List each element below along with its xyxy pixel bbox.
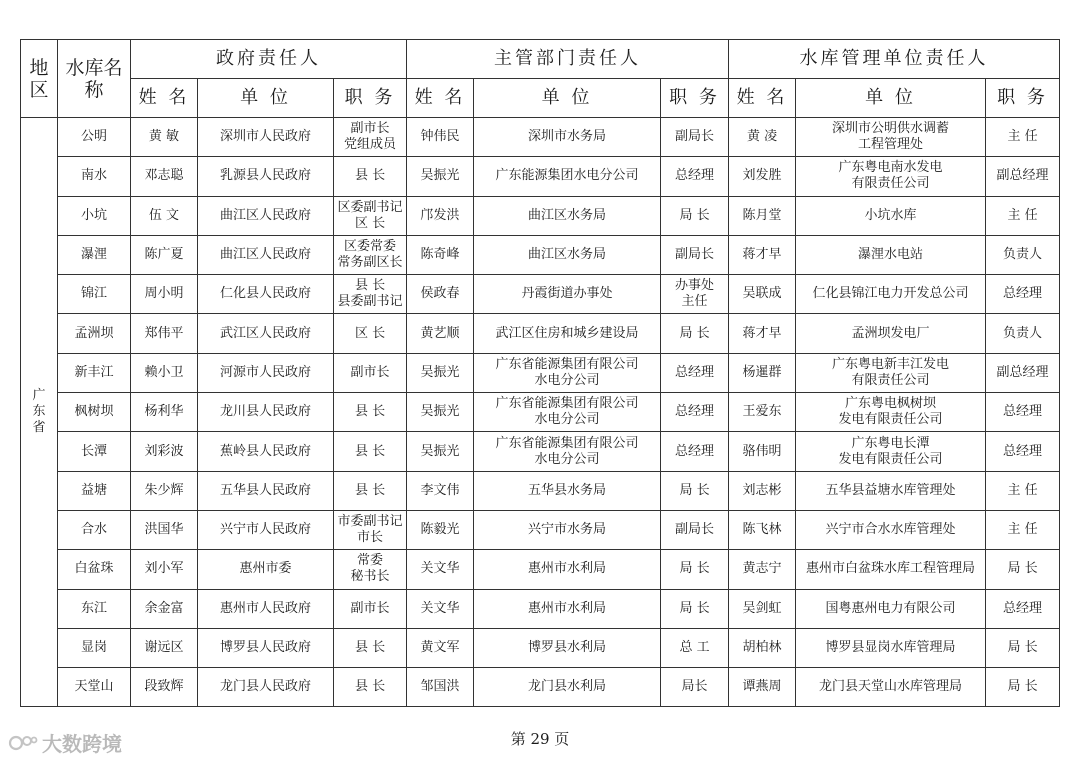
mgmt-title: 局 长 — [986, 550, 1060, 589]
table-row — [21, 471, 1060, 510]
mgmt-title: 负责人 — [986, 314, 1060, 353]
dept-title: 办事处 主任 — [661, 275, 729, 314]
mgmt-title: 总经理 — [986, 275, 1060, 314]
mgmt-title: 负责人 — [986, 235, 1060, 274]
dept-unit: 五华县水务局 — [474, 471, 661, 510]
mgmt-title: 主 任 — [986, 196, 1060, 235]
mgmt-unit: 仁化县锦江电力开发总公司 — [796, 275, 986, 314]
dept-unit: 广东省能源集团有限公司 水电分公司 — [474, 432, 661, 471]
mgmt-unit: 兴宁市合水水库管理处 — [796, 510, 986, 549]
reservoir-name: 东江 — [58, 589, 131, 628]
header-name: 姓 名 — [729, 79, 796, 118]
table-row — [21, 589, 1060, 628]
header-title: 职 务 — [661, 79, 729, 118]
table-row — [21, 157, 1060, 196]
gov-unit: 惠州市委 — [198, 550, 334, 589]
gov-title: 副市长 党组成员 — [334, 118, 407, 157]
dept-unit: 丹霞街道办事处 — [474, 275, 661, 314]
dept-title: 总 工 — [661, 628, 729, 667]
header-mgmt-group: 水库管理单位责任人 — [729, 40, 1060, 79]
dept-person-name: 黄艺顺 — [407, 314, 474, 353]
dept-person-name: 钟伟民 — [407, 118, 474, 157]
gov-title: 区委常委 常务副区长 — [334, 235, 407, 274]
dept-title: 局长 — [661, 668, 729, 707]
mgmt-person-name: 吴剑虹 — [729, 589, 796, 628]
mgmt-person-name: 蒋才早 — [729, 235, 796, 274]
dept-person-name: 吴振光 — [407, 353, 474, 392]
region-cell — [21, 118, 58, 707]
gov-title: 县 长 — [334, 628, 407, 667]
gov-person-name: 洪国华 — [131, 510, 198, 549]
dept-person-name: 吴振光 — [407, 432, 474, 471]
dept-person-name: 陈奇峰 — [407, 235, 474, 274]
header-gov-group: 政府责任人 — [131, 40, 407, 79]
dept-unit: 广东能源集团水电分公司 — [474, 157, 661, 196]
gov-unit: 武江区人民政府 — [198, 314, 334, 353]
gov-unit: 曲江区人民政府 — [198, 196, 334, 235]
gov-person-name: 刘彩波 — [131, 432, 198, 471]
gov-person-name: 杨利华 — [131, 393, 198, 432]
gov-person-name: 邓志聪 — [131, 157, 198, 196]
mgmt-title: 主 任 — [986, 510, 1060, 549]
gov-person-name: 黄 敏 — [131, 118, 198, 157]
gov-unit: 乳源县人民政府 — [198, 157, 334, 196]
header-region: 地区 — [21, 40, 58, 118]
gov-title: 县 长 — [334, 393, 407, 432]
table-row — [21, 196, 1060, 235]
mgmt-title: 副总经理 — [986, 157, 1060, 196]
dept-unit: 武江区住房和城乡建设局 — [474, 314, 661, 353]
mgmt-unit: 小坑水库 — [796, 196, 986, 235]
gov-unit: 龙门县人民政府 — [198, 668, 334, 707]
gov-person-name: 刘小军 — [131, 550, 198, 589]
mgmt-unit: 深圳市公明供水调蓄 工程管理处 — [796, 118, 986, 157]
mgmt-person-name: 胡柏林 — [729, 628, 796, 667]
dept-title: 总经理 — [661, 432, 729, 471]
gov-unit: 五华县人民政府 — [198, 471, 334, 510]
mgmt-unit: 广东粤电长潭 发电有限责任公司 — [796, 432, 986, 471]
dept-person-name: 李文伟 — [407, 471, 474, 510]
header-title: 职 务 — [986, 79, 1060, 118]
dept-unit: 广东省能源集团有限公司 水电分公司 — [474, 353, 661, 392]
gov-person-name: 陈广夏 — [131, 235, 198, 274]
reservoir-name: 孟洲坝 — [58, 314, 131, 353]
header-unit: 单 位 — [198, 79, 334, 118]
dept-title: 局 长 — [661, 314, 729, 353]
mgmt-person-name: 骆伟明 — [729, 432, 796, 471]
dept-unit: 曲江区水务局 — [474, 196, 661, 235]
dept-unit: 广东省能源集团有限公司 水电分公司 — [474, 393, 661, 432]
header-reservoir: 水库名称 — [58, 40, 131, 118]
mgmt-unit: 龙门县天堂山水库管理局 — [796, 668, 986, 707]
gov-title: 市委副书记 市长 — [334, 510, 407, 549]
dept-person-name: 吴振光 — [407, 393, 474, 432]
dept-unit: 深圳市水务局 — [474, 118, 661, 157]
dept-title: 总经理 — [661, 353, 729, 392]
reservoir-name: 天堂山 — [58, 668, 131, 707]
mgmt-unit: 博罗县显岗水库管理局 — [796, 628, 986, 667]
reservoir-name: 合水 — [58, 510, 131, 549]
dept-title: 局 长 — [661, 589, 729, 628]
gov-unit: 仁化县人民政府 — [198, 275, 334, 314]
mgmt-unit: 广东粤电南水发电 有限责任公司 — [796, 157, 986, 196]
table-row — [21, 314, 1060, 353]
gov-person-name: 谢远区 — [131, 628, 198, 667]
dept-title: 副局长 — [661, 235, 729, 274]
dept-person-name: 关文华 — [407, 589, 474, 628]
dept-person-name: 陈毅光 — [407, 510, 474, 549]
mgmt-title: 总经理 — [986, 432, 1060, 471]
mgmt-unit: 孟洲坝发电厂 — [796, 314, 986, 353]
table-row — [21, 668, 1060, 707]
reservoir-name: 南水 — [58, 157, 131, 196]
table-row — [21, 393, 1060, 432]
reservoir-name: 公明 — [58, 118, 131, 157]
dept-title: 局 长 — [661, 550, 729, 589]
dept-unit: 惠州市水利局 — [474, 550, 661, 589]
dept-person-name: 邹国洪 — [407, 668, 474, 707]
gov-person-name: 郑伟平 — [131, 314, 198, 353]
dept-person-name: 邝发洪 — [407, 196, 474, 235]
dept-person-name: 黄文军 — [407, 628, 474, 667]
dept-person-name: 吴振光 — [407, 157, 474, 196]
mgmt-person-name: 谭燕周 — [729, 668, 796, 707]
table-row — [21, 353, 1060, 392]
mgmt-person-name: 杨暹群 — [729, 353, 796, 392]
mgmt-person-name: 王爱东 — [729, 393, 796, 432]
gov-person-name: 段致辉 — [131, 668, 198, 707]
gov-title: 副市长 — [334, 589, 407, 628]
mgmt-unit: 五华县益塘水库管理处 — [796, 471, 986, 510]
table-row — [21, 628, 1060, 667]
reservoir-name: 新丰江 — [58, 353, 131, 392]
mgmt-title: 主 任 — [986, 118, 1060, 157]
mgmt-person-name: 刘志彬 — [729, 471, 796, 510]
reservoir-name: 白盆珠 — [58, 550, 131, 589]
gov-person-name: 伍 文 — [131, 196, 198, 235]
page-number: 第 29 页 — [510, 730, 570, 748]
header-title: 职 务 — [334, 79, 407, 118]
mgmt-person-name: 蒋才早 — [729, 314, 796, 353]
dept-unit: 兴宁市水务局 — [474, 510, 661, 549]
table-row — [21, 550, 1060, 589]
header-unit: 单 位 — [796, 79, 986, 118]
dept-title: 局 长 — [661, 196, 729, 235]
mgmt-title: 局 长 — [986, 628, 1060, 667]
gov-unit: 深圳市人民政府 — [198, 118, 334, 157]
gov-unit: 龙川县人民政府 — [198, 393, 334, 432]
mgmt-title: 总经理 — [986, 589, 1060, 628]
gov-title: 副市长 — [334, 353, 407, 392]
gov-person-name: 赖小卫 — [131, 353, 198, 392]
gov-title: 县 长 — [334, 471, 407, 510]
watermark-text: 大数跨境 — [42, 732, 122, 756]
table-row — [21, 118, 1060, 157]
gov-title: 县 长 — [334, 157, 407, 196]
dept-person-name: 关文华 — [407, 550, 474, 589]
dept-title: 局 长 — [661, 471, 729, 510]
gov-unit: 曲江区人民政府 — [198, 235, 334, 274]
dept-title: 总经理 — [661, 157, 729, 196]
gov-unit: 蕉岭县人民政府 — [198, 432, 334, 471]
header-name: 姓 名 — [407, 79, 474, 118]
gov-unit: 河源市人民政府 — [198, 353, 334, 392]
dept-title: 副局长 — [661, 118, 729, 157]
table-row — [21, 235, 1060, 274]
dept-unit: 博罗县水利局 — [474, 628, 661, 667]
dept-person-name: 侯政春 — [407, 275, 474, 314]
gov-unit: 惠州市人民政府 — [198, 589, 334, 628]
gov-title: 区委副书记 区 长 — [334, 196, 407, 235]
mgmt-person-name: 吴联成 — [729, 275, 796, 314]
mgmt-unit: 国粤惠州电力有限公司 — [796, 589, 986, 628]
table-row — [21, 275, 1060, 314]
gov-unit: 博罗县人民政府 — [198, 628, 334, 667]
reservoir-name: 锦江 — [58, 275, 131, 314]
mgmt-unit: 广东粤电新丰江发电 有限责任公司 — [796, 353, 986, 392]
table-row — [21, 432, 1060, 471]
header-unit: 单 位 — [474, 79, 661, 118]
reservoir-name: 益塘 — [58, 471, 131, 510]
table-row — [21, 510, 1060, 549]
mgmt-person-name: 陈月堂 — [729, 196, 796, 235]
gov-person-name: 朱少辉 — [131, 471, 198, 510]
dept-unit: 曲江区水务局 — [474, 235, 661, 274]
region-char: 省 — [32, 420, 46, 436]
reservoir-name: 瀑浬 — [58, 235, 131, 274]
gov-title: 县 长 — [334, 668, 407, 707]
dept-unit: 龙门县水利局 — [474, 668, 661, 707]
mgmt-person-name: 刘发胜 — [729, 157, 796, 196]
gov-unit: 兴宁市人民政府 — [198, 510, 334, 549]
mgmt-person-name: 黄 凌 — [729, 118, 796, 157]
reservoir-name: 长潭 — [58, 432, 131, 471]
gov-title: 区 长 — [334, 314, 407, 353]
mgmt-unit: 惠州市白盆珠水库工程管理局 — [796, 550, 986, 589]
responsibility-table — [20, 39, 1060, 707]
mgmt-person-name: 黄志宁 — [729, 550, 796, 589]
dept-unit: 惠州市水利局 — [474, 589, 661, 628]
mgmt-title: 主 任 — [986, 471, 1060, 510]
gov-person-name: 余金富 — [131, 589, 198, 628]
gov-title: 县 长 — [334, 432, 407, 471]
gov-title: 常委 秘书长 — [334, 550, 407, 589]
mgmt-title: 局 长 — [986, 668, 1060, 707]
header-dept-group: 主管部门责任人 — [407, 40, 729, 79]
region-char: 广 — [32, 388, 46, 404]
dept-title: 总经理 — [661, 393, 729, 432]
dept-title: 副局长 — [661, 510, 729, 549]
region-char: 东 — [32, 404, 46, 420]
reservoir-name: 枫树坝 — [58, 393, 131, 432]
mgmt-title: 副总经理 — [986, 353, 1060, 392]
mgmt-title: 总经理 — [986, 393, 1060, 432]
gov-title: 县 长 县委副书记 — [334, 275, 407, 314]
reservoir-name: 小坑 — [58, 196, 131, 235]
mgmt-unit: 广东粤电枫树坝 发电有限责任公司 — [796, 393, 986, 432]
gov-person-name: 周小明 — [131, 275, 198, 314]
mgmt-person-name: 陈飞林 — [729, 510, 796, 549]
header-name: 姓 名 — [131, 79, 198, 118]
reservoir-name: 显岗 — [58, 628, 131, 667]
mgmt-unit: 瀑浬水电站 — [796, 235, 986, 274]
